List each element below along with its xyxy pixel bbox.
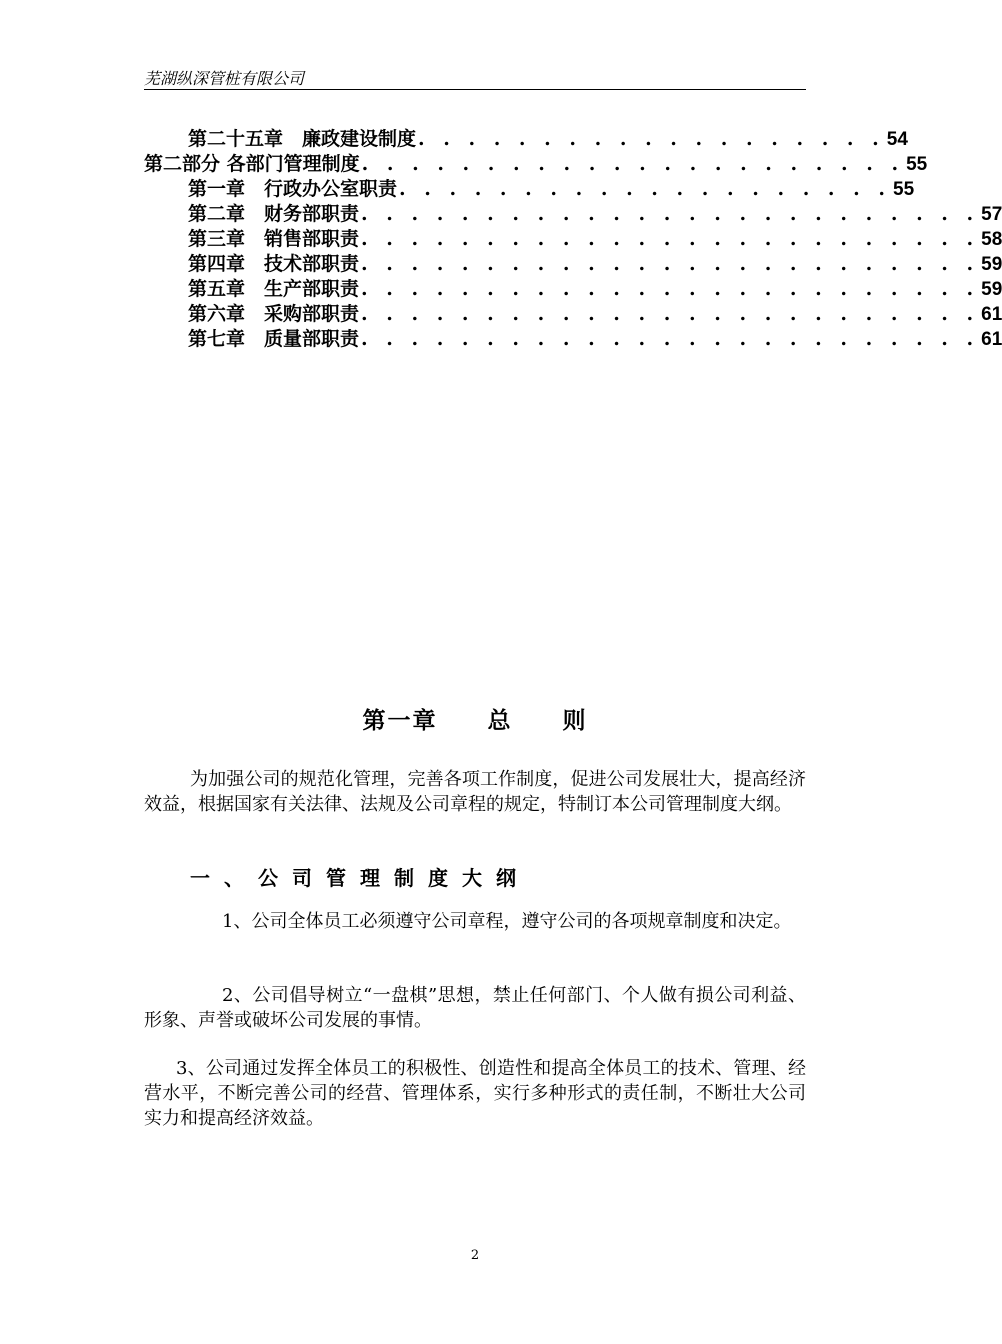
toc-entry-page: 55 [906, 154, 928, 175]
toc-entry-page: 61 [981, 329, 1002, 350]
toc-entry-page: 59 [981, 279, 1002, 300]
toc-entry-page: 54 [886, 129, 908, 150]
toc-entry-title: 第六章 采购部职责 [188, 303, 360, 325]
toc-entry-leader: . . . . . . . . . . . . . . . . . . . . . . . . . [361, 228, 980, 250]
table-of-contents [144, 124, 1002, 350]
toc-entry-page: 57 [981, 204, 1002, 225]
toc-entry-title: 第四章 技术部职责 [188, 253, 360, 275]
toc-entry-leader: . . . . . . . . . . . . . . . . . . . . . . . . . [361, 328, 980, 350]
toc-entry-leader: . . . . . . . . . . . . . . . . . . . . . . . . . [361, 303, 980, 325]
toc-entry[interactable] [144, 299, 1002, 325]
toc-entry[interactable] [144, 324, 1002, 350]
toc-entry-title: 第二十五章 廉政建设制度 [188, 128, 417, 150]
item-paragraph: 2、公司倡导树立“一盘棋”思想，禁止任何部门、个人做有损公司利益、形象、声誉或破坏公司发展的事情。 [144, 985, 806, 1031]
toc-entry-title: 第二章 财务部职责 [188, 203, 360, 225]
section-heading: 一、公司管理制度大纲 [190, 866, 530, 890]
toc-entry[interactable] [144, 274, 1002, 300]
toc-entry-page: 58 [981, 229, 1002, 250]
toc-entry-title: 第一章 行政办公室职责 [188, 178, 398, 200]
toc-entry[interactable] [144, 249, 1002, 275]
item-paragraph: 1、公司全体员工必须遵守公司章程，遵守公司的各项规章制度和决定。 [222, 911, 792, 932]
page-number: 2 [470, 1248, 480, 1263]
toc-entry[interactable] [144, 199, 1002, 225]
document-header-company: 芜湖纵深管桩有限公司 [144, 69, 305, 88]
intro-paragraph: 为加强公司的规范化管理，完善各项工作制度，促进公司发展壮大，提高经济效益，根据国家有关法律、法规及公司章程的规定，特制订本公司管理制度大纲。 [144, 769, 806, 815]
toc-entry-title: 第五章 生产部职责 [188, 278, 360, 300]
toc-entry-leader: . . . . . . . . . . . . . . . . . . . . . . . . . [361, 203, 980, 225]
toc-entry-page: 61 [981, 304, 1002, 325]
toc-entry[interactable] [144, 174, 915, 200]
toc-entry-title: 第七章 质量部职责 [188, 328, 360, 350]
chapter-title: 第一章 总 则 [362, 707, 588, 734]
toc-entry-leader: . . . . . . . . . . . . . . . . . . . . [399, 178, 891, 200]
toc-entry[interactable] [144, 224, 1002, 250]
toc-entry-title: 第三章 销售部职责 [188, 228, 360, 250]
toc-entry-page: 59 [981, 254, 1002, 275]
item-paragraph: 3、公司通过发挥全体员工的积极性、创造性和提高全体员工的技术、管理、经营水平，不断完善公司的经营、管理体系，实行多种形式的责任制，不断壮大公司实力和提高经济效益。 [144, 1058, 806, 1129]
toc-entry[interactable] [144, 149, 928, 175]
toc-entry[interactable] [144, 124, 908, 150]
toc-entry-title: 第二部分 各部门管理制度 [144, 153, 360, 175]
toc-entry-leader: . . . . . . . . . . . . . . . . . . . . . . . . . [361, 278, 980, 300]
toc-entry-leader: . . . . . . . . . . . . . . . . . . . . . . [361, 153, 905, 175]
toc-entry-page: 55 [893, 179, 915, 200]
toc-entry-leader: . . . . . . . . . . . . . . . . . . . [418, 128, 885, 150]
toc-entry-leader: . . . . . . . . . . . . . . . . . . . . . . . . . [361, 253, 980, 275]
header-divider [144, 89, 806, 90]
